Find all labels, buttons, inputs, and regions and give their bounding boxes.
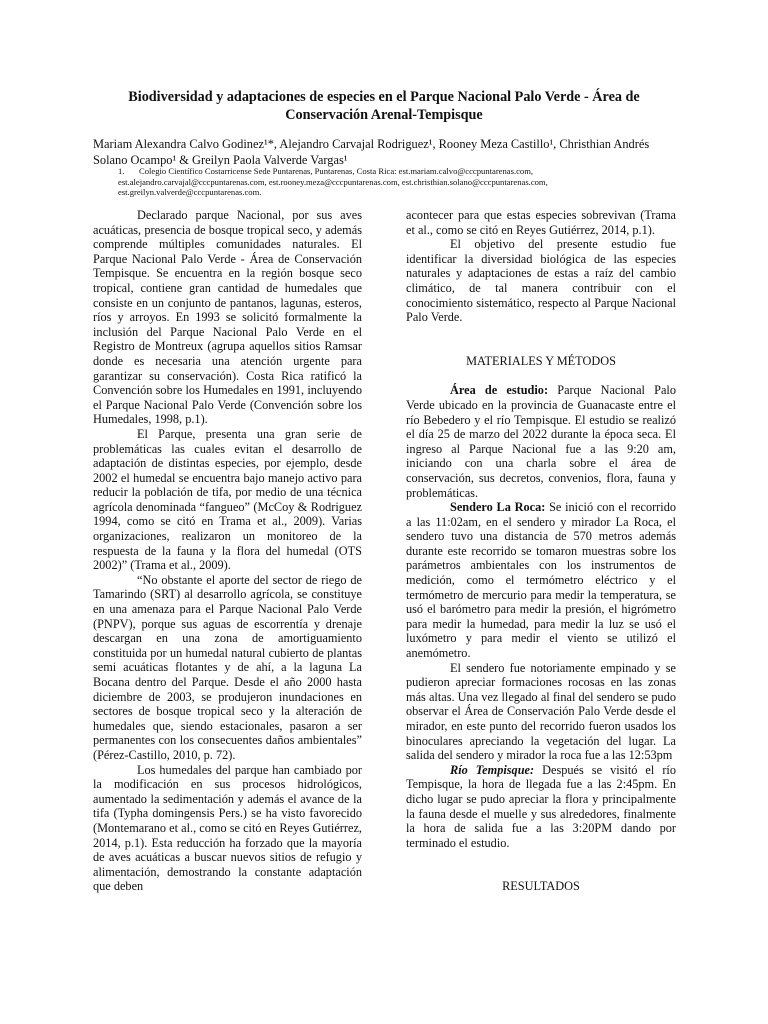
title-line-1: Biodiversidad y adaptaciones de especies en el Parque Nacional Palo Verde - Área de	[128, 89, 640, 105]
affiliation-line-3: est.greilyn.valverde@cccpuntarenas.com.	[118, 187, 262, 198]
authors-line-2: Solano Ocampo¹ & Greilyn Paola Valverde Vargas¹	[93, 153, 348, 167]
affiliation-line-1: Colegio Científico Costarricense Sede Puntarenas, Puntarenas, Costa Rica: est.mariam.calvo@cccpuntarenas.com,	[139, 166, 534, 176]
sendero-paragraph	[406, 500, 676, 661]
rio-paragraph	[406, 763, 676, 851]
sendero-lead: Sendero La Roca:	[450, 500, 546, 515]
section-heading-results: RESULTADOS	[502, 879, 580, 894]
paper-title	[80, 88, 688, 124]
intro-paragraph-4: Los humedales del parque han cambiado por la modificación en sus procesos hidrológicos, aumentado la sedimentación y además el avance de la tifa (Typha domingensis Pers.) se ha visto favorecido (Montemarano et al., como se citó en Reyes Gutiérrez, 2014, p.1). Esta reducción ha forzado que la mayoría de aves acuáticas a buscar nuevos sitios de refugio y alimentación, demostrando la constante adaptación que deben	[93, 762, 362, 894]
intro-paragraph-3: “No obstante el aporte del sector de riego de Tamarindo (SRT) al desarrollo agrícola, se constituye en una amenaza para el Parque Nacional Palo Verde (PNPV), porque sus aguas de escorrentía y drenaje descargan en una zona de amortiguamiento constituida por un humedal natural cubierto de plantas semi acuáticas flotantes y de ahí, a la laguna La Bocana dentro del Parque. Desde el año 2000 hasta diciembre de 2003, se produjeron inundaciones en sectores de bosque tropical seco y la alteración de humedales que, siendo estacionales, pasaron a ser permanentes con los consecuentes daños ambientales” (Pérez-Castillo, 2010, p. 72).	[93, 572, 362, 762]
affiliation-number: 1.	[118, 166, 125, 176]
study-area-text: Parque Nacional Palo Verde ubicado en la provincia de Guanacaste entre el río Bebedero y el río Tempisque. El estudio se realizó el día 25 de marzo del 2022 durante la época seca. El ingreso al Parque Nacional fue a las 9:20 am, iniciando con una charla sobre el área de conservación, sus decretos, convenios, flora, fauna y problemáticas.	[406, 383, 676, 500]
rio-text: Después se visitó el río Tempisque, la hora de llegada fue a las 2:45pm. En dicho lugar se pudo apreciar la flora y principalmente la fauna desde el muelle y sus alrededores, finalmente la hora de salida fue a las 3:20PM dando por terminado el estudio.	[406, 762, 676, 850]
left-column	[93, 208, 362, 894]
right-column	[406, 208, 676, 894]
sendero-paragraph-2: El sendero fue notoriamente empinado y se pudieron apreciar formaciones rocosas en las zonas más altas. Una vez llegado al final del sendero se pudo observar el Área de Conservación Palo Verde desde el mirador, en este punto del recorrido fueron usados los binoculares apreciando la vegetación del lugar. La salida del sendero y mirador la roca fue a las 12:53pm	[406, 660, 676, 763]
authors-line-1: Mariam Alexandra Calvo Godinez¹*, Alejandro Carvajal Rodriguez¹, Rooney Meza Castillo¹, Christhian Andrés	[93, 137, 650, 151]
study-area-paragraph	[406, 383, 676, 500]
author-list	[93, 136, 693, 168]
objective-paragraph: El objetivo del presente estudio fue identificar la diversidad biológica de las especies naturales y adaptaciones de estas a raíz del cambio climático, de tal manera contribuir con el conocimiento sistemático, respecto al Parque Nacional Palo Verde.	[406, 237, 676, 325]
rio-lead: Río Tempisque:	[450, 762, 535, 777]
intro-paragraph-continued: acontecer para que estas especies sobrevivan (Trama et al., como se citó en Reyes Gutiérrez, 2014, p.1).	[406, 208, 676, 237]
sendero-text: Se inició con el recorrido a las 11:02am, en el sendero y mirador La Roca, el sendero tuvo una distancia de 570 metros además durante este recorrido se tomaron muestras sobre los parámetros ambientales con los instrumentos de medición, como el termómetro eléctrico y el termómetro de mercurio para medir la temperatura, se usó el barómetro para medir la presión, el higrómetro para medir la humedad, para medir la luz se usó el luxómetro y para medir el viento se utilizó el anemómetro.	[406, 500, 676, 661]
study-area-lead: Área de estudio:	[450, 383, 549, 398]
section-heading-methods: MATERIALES Y MÉTODOS	[466, 353, 616, 368]
intro-paragraph-2: El Parque, presenta una gran serie de problemáticas las cuales evitan el desarrollo de adaptación de distintas especies, por ejemplo, desde 2002 el humedal se encuentra bajo manejo activo para reducir la población de tifa, por medio de una técnica agrícola denominada “fangueo” (McCoy & Rodriguez 1994, como se citó en Trama et al., 2009). Varias organizaciones, realizaron un monitoreo de la respuesta de la fauna y la flora del humedal (OTS 2002)” (Trama et al., 2009).	[93, 426, 362, 573]
affiliation	[118, 166, 698, 198]
title-line-2: Conservación Arenal-Tempisque	[285, 107, 483, 123]
intro-paragraph-1: Declarado parque Nacional, por sus aves acuáticas, presencia de bosque tropical seco, y además comprende múltiples comunidades naturales. El Parque Nacional Palo Verde - Área de Conservación Tempisque. Se encuentra en la región bosque seco tropical, contiene gran cantidad de humedales que consiste en un conjunto de pantanos, lagunas, esteros, ríos y arroyos. En 1993 se solicitó formalmente la inclusión del Parque Nacional Palo Verde en el Registro de Montreux (agrupa aquellos sitios Ramsar donde es necesaria una atención urgente para garantizar su conservación). Costa Rica ratificó la Convención sobre los Humedales en 1991, incluyendo el Parque Nacional Palo Verde (Convención sobre los Humedales, 1998, p.1).	[93, 208, 362, 427]
affiliation-line-2: est.alejandro.carvajal@cccpuntarenas.com, est.rooney.meza@cccpuntarenas.com, est.christhian.solano@cccpuntarenas.com,	[118, 176, 548, 187]
